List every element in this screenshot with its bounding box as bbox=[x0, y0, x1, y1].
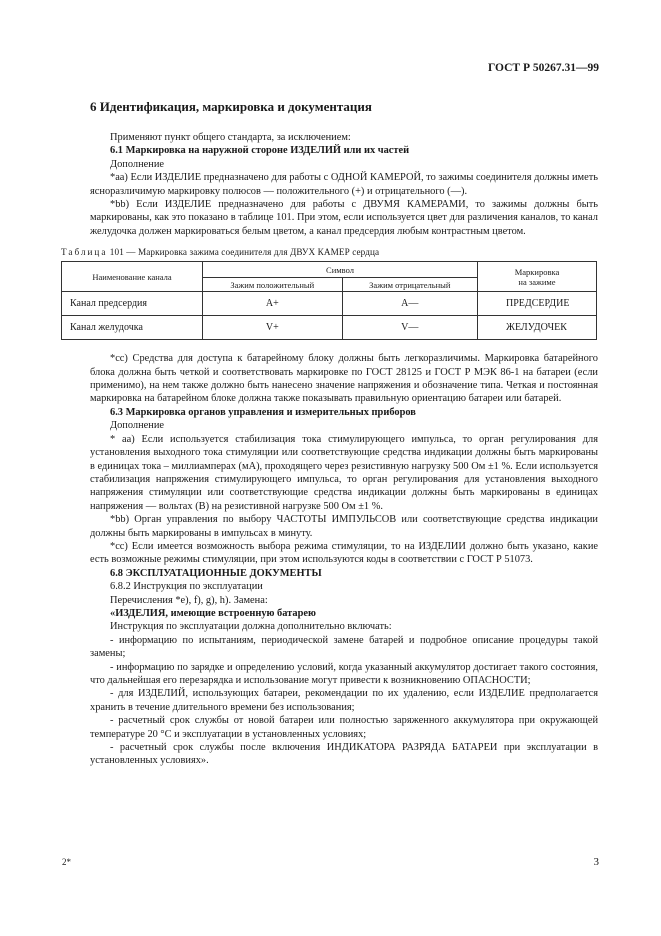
list-item: - расчетный срок службы от новой батареи или полностью заряженного аккумулятора при окружающей температуре 20 °С и эксплуатации в установленных условиях; bbox=[90, 715, 598, 740]
paragraph: * аа) Если используется стабилизация тока стимулирующего импульса, то орган регулирования для установления выходного тока стимуляции или соответствующие средства индикации должны быть маркированы в единицах тока – миллиамперах (мА), проходящего через резистивную нагрузку 500 Ом ±1 %. Если используется стабилизация напряжения стимулирующего импульса, то орган регулирования для установления выходного напряжения стимуляции или соответствующие средства индикации должны быть маркированы в единицах напряжения — вольтах (В) на резистивной нагрузке 500 Ом ±1 %. bbox=[90, 433, 598, 512]
paragraph: Дополнение bbox=[110, 158, 164, 170]
cell-positive: А+ bbox=[203, 292, 343, 316]
paragraph: *сс) Средства для доступа к батарейному блоку должны быть легкоразличимы. Маркировка батарейного блока должна быть четкой и соответствовать маркировке по ГОСТ 28125 и ГОСТ Р МЭК 86-1 на батареи (если применимо), на нем также должно быть нанесено значение напряжения и обозначение типа. Четкая и постоянная маркировка на батарейном блоке должна также показывать правильную ориентацию батареи или батарей. bbox=[90, 353, 598, 405]
section-title: 6 Идентификация, маркировка и документация bbox=[90, 99, 372, 114]
paragraph: *аа) Если ИЗДЕЛИЕ предназначено для работы с ОДНОЙ КАМЕРОЙ, то зажимы соединителя должны иметь ясноразличимую маркировку полюсов — положительного (+) и отрицательного (—). bbox=[90, 172, 598, 197]
table-row bbox=[62, 292, 597, 316]
table-caption-prefix: Таблица bbox=[61, 247, 108, 258]
paragraph: *bb) Если ИЗДЕЛИЕ предназначено для работы с ДВУМЯ КАМЕРАМИ, то зажимы должны быть маркированы, как это показано в таблице 101. При этом, если используется цвет для различения каналов, то канал желудочка должен маркироваться белым цветом, а канал предсердия любым контрастным цветом. bbox=[90, 199, 598, 237]
table-caption bbox=[61, 247, 598, 257]
subsection-heading: 6.1 Маркировка на наружной стороне ИЗДЕЛИЙ или их частей bbox=[110, 145, 410, 157]
cell-channel: Канал предсердия bbox=[62, 292, 203, 316]
col-header-negative: Зажим отрицательный bbox=[342, 278, 477, 292]
page-number: 3 bbox=[593, 856, 599, 868]
paragraph: Дополнение bbox=[110, 420, 164, 432]
list-item: - расчетный срок службы после включения ИНДИКАТОРА РАЗРЯДА БАТАРЕИ при эксплуатации в установленных условиях». bbox=[90, 742, 598, 767]
cell-channel: Канал желудочка bbox=[62, 316, 203, 340]
col-header-marking-line1: Маркировка bbox=[514, 266, 560, 277]
quote-title: «ИЗДЕЛИЯ, имеющие встроенную батарею bbox=[110, 607, 316, 619]
subsection-heading: 6.8 ЭКСПЛУАТАЦИОННЫЕ ДОКУМЕНТЫ bbox=[110, 567, 322, 579]
cell-negative: V— bbox=[342, 316, 477, 340]
col-header-marking-line2: на зажиме bbox=[518, 276, 556, 287]
footer-sheet-mark: 2* bbox=[62, 857, 71, 867]
paragraph: *сс) Если имеется возможность выбора режима стимуляции, то на ИЗДЕЛИИ должно быть указано, какие есть возможные режимы стимуляции, при этом используются коды в соответствии с ГОСТ Р 51073. bbox=[90, 540, 598, 566]
paragraph: 6.8.2 Инструкция по эксплуатации bbox=[110, 581, 263, 593]
table-caption-text: 101 — Маркировка зажима соединителя для ДВУХ КАМЕР сердца bbox=[107, 247, 380, 258]
document-number: ГОСТ Р 50267.31—99 bbox=[488, 62, 599, 74]
col-header-channel: Наименование канала bbox=[62, 262, 203, 292]
list-item: - информацию по испытаниям, периодической замене батарей и подробное описание процедуры такой замены; bbox=[90, 634, 598, 660]
cell-negative: А— bbox=[342, 292, 477, 316]
subsection-heading: 6.3 Маркировка органов управления и измерительных приборов bbox=[110, 406, 416, 418]
paragraph: Перечисления *е), f), g), h). Замена: bbox=[110, 594, 268, 606]
col-header-positive: Зажим положительный bbox=[203, 278, 343, 292]
marking-table bbox=[61, 261, 597, 340]
cell-marking: ЖЕЛУДОЧЕК bbox=[478, 316, 597, 340]
list-item: - информацию по зарядке и определению условий, когда указанный аккумулятор достигает такого состояния, что дальнейшая его перезарядка и использование могут привести к возникновению ОПАСНОСТИ; bbox=[90, 661, 598, 686]
paragraph: *bb) Орган управления по выбору ЧАСТОТЫ ИМПУЛЬСОВ или соответствующие средства индикации должны быть маркированы в импульсах в минуту. bbox=[90, 514, 598, 539]
paragraph: Применяют пункт общего стандарта, за исключением: bbox=[110, 132, 351, 143]
page-content bbox=[61, 93, 598, 768]
paragraph: Инструкция по эксплуатации должна дополнительно включать: bbox=[110, 621, 392, 633]
col-header-symbol: Символ bbox=[203, 262, 478, 278]
col-header-marking bbox=[478, 262, 597, 292]
table-row bbox=[62, 316, 597, 340]
cell-marking: ПРЕДСЕРДИЕ bbox=[478, 292, 597, 316]
cell-positive: V+ bbox=[203, 316, 343, 340]
list-item: - для ИЗДЕЛИЙ, использующих батареи, рекомендации по их удалению, если ИЗДЕЛИЕ предполагается хранить в течение длительного времени без использования; bbox=[90, 688, 598, 713]
